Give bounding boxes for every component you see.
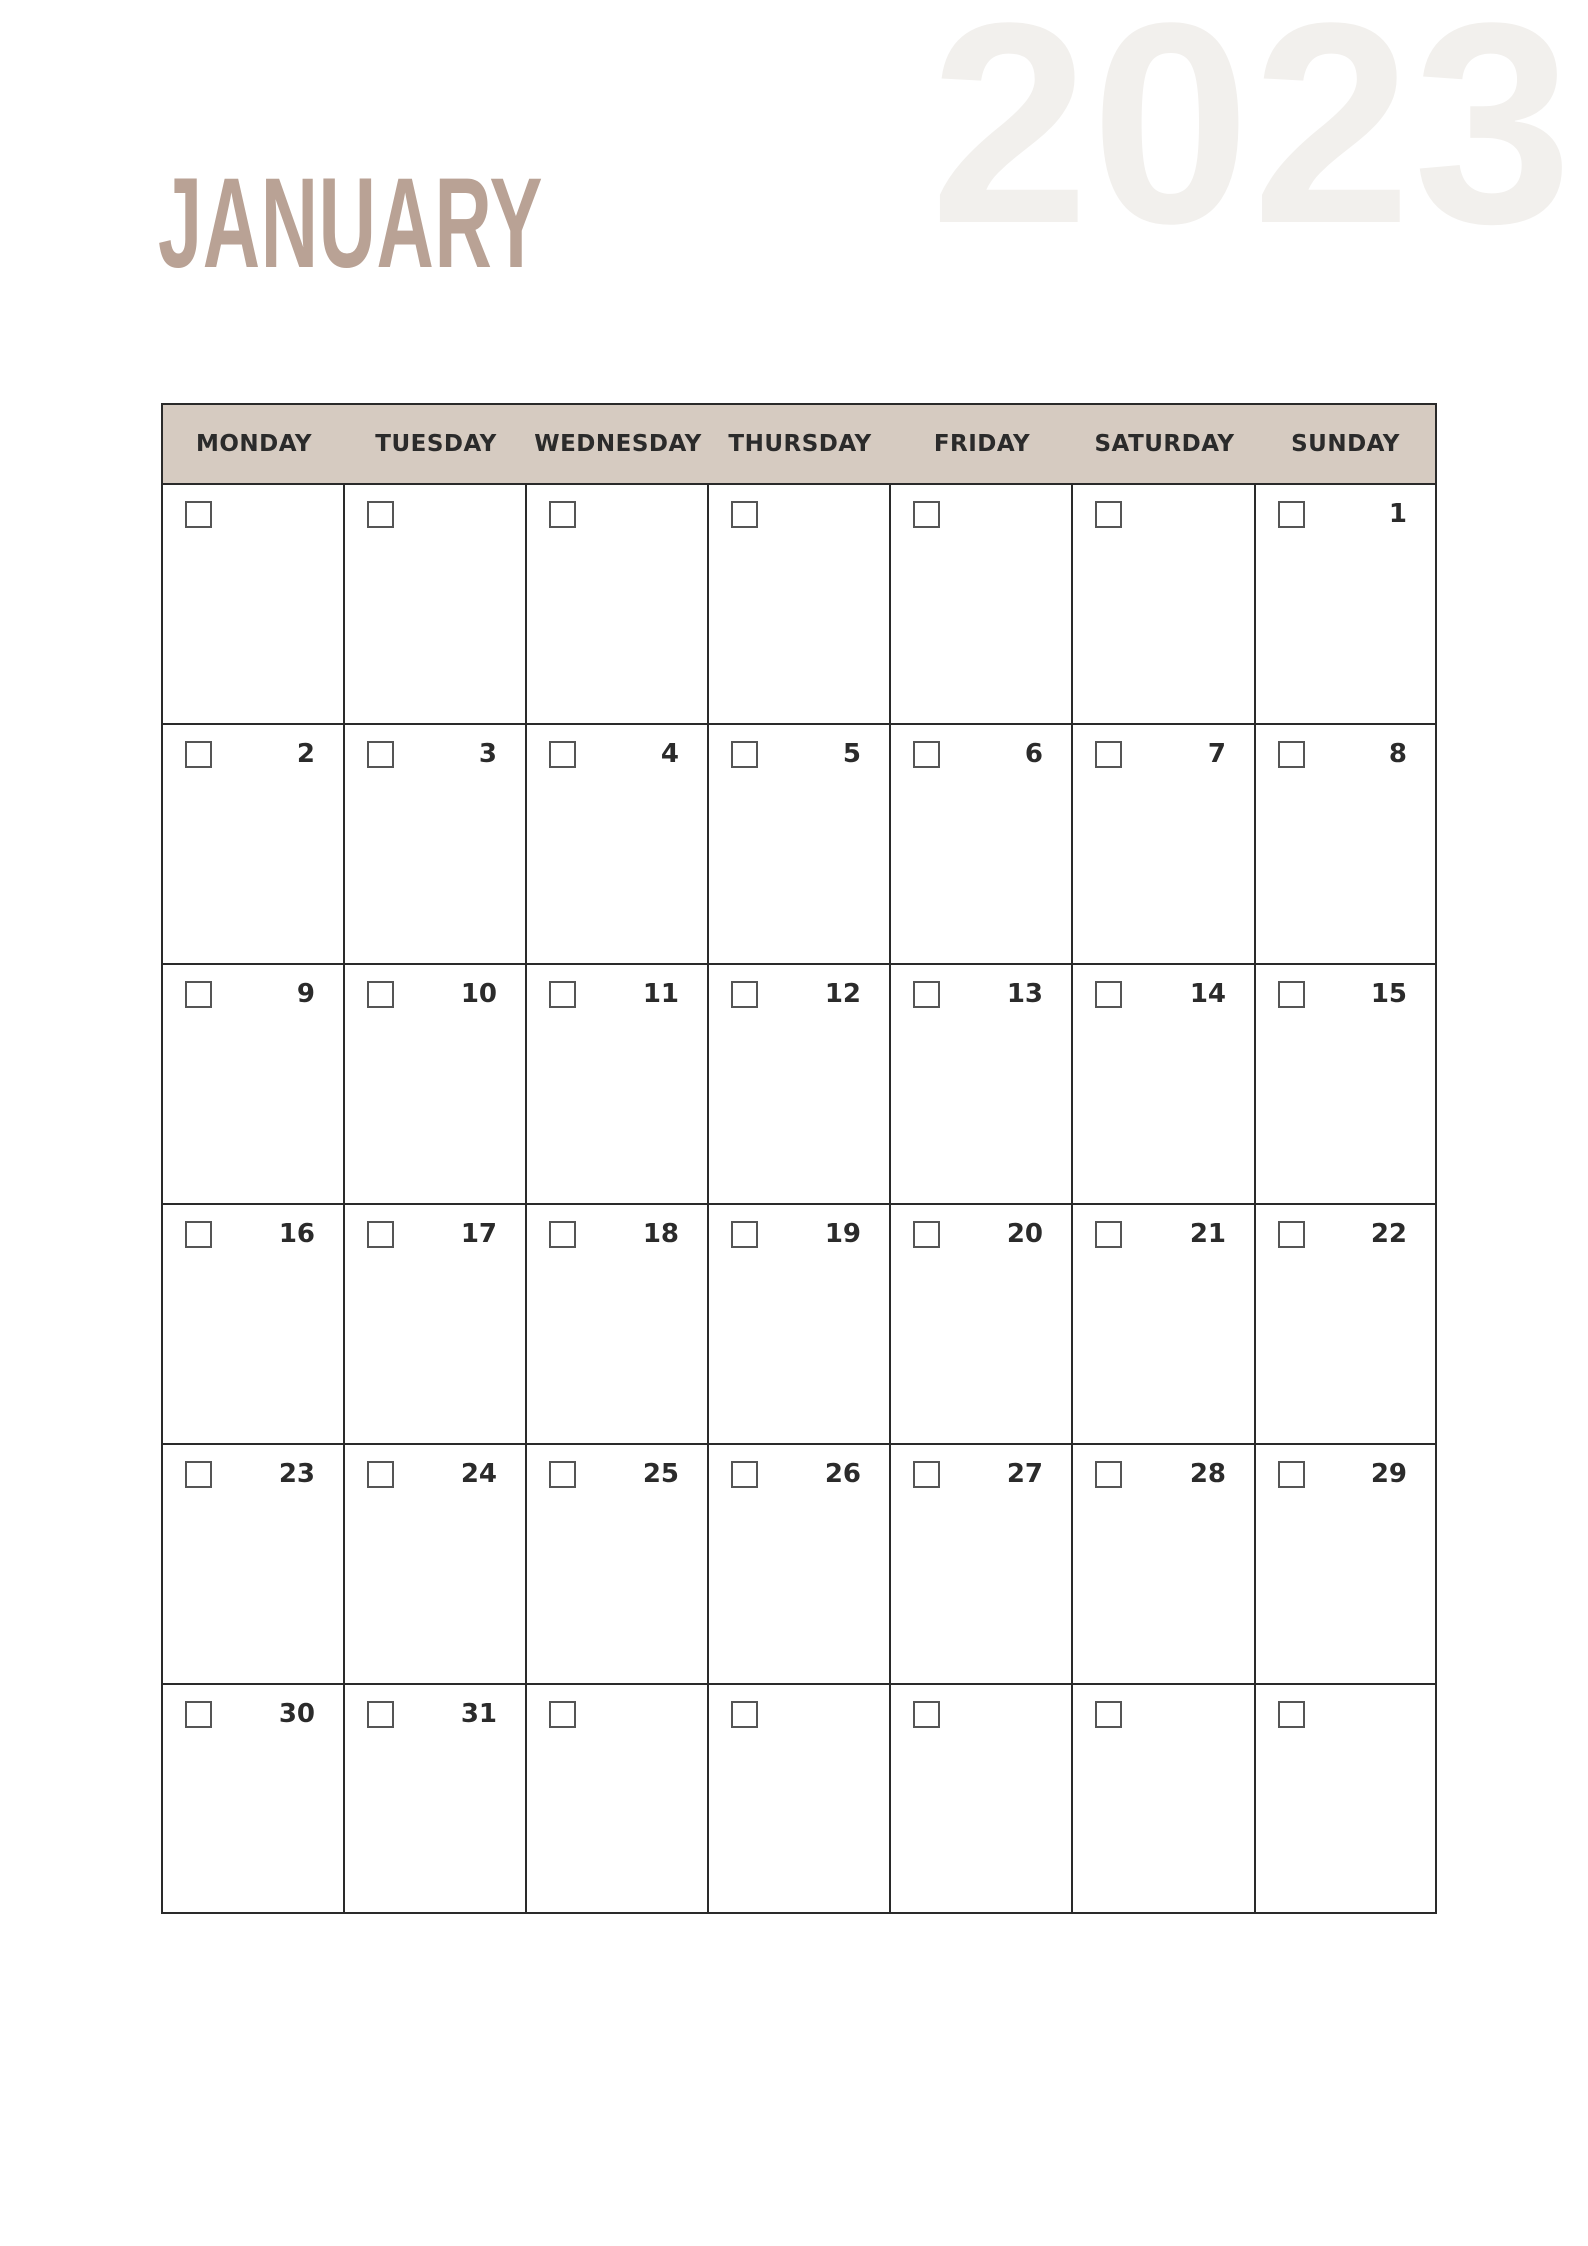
day-number: 6 — [1024, 739, 1043, 769]
day-cell — [345, 1685, 527, 1912]
day-number: 1 — [1388, 499, 1407, 529]
year-title: 2023 — [930, 0, 1575, 283]
day-cell — [527, 485, 709, 725]
day-checkbox[interactable] — [549, 501, 576, 528]
day-cell — [527, 965, 709, 1205]
day-cell — [163, 1205, 345, 1445]
weekday-header-wednesday: WEDNESDAY — [527, 405, 709, 485]
day-number: 15 — [1370, 979, 1407, 1009]
day-cell — [1073, 965, 1256, 1205]
day-cell — [527, 1205, 709, 1445]
day-number: 28 — [1189, 1459, 1226, 1489]
day-checkbox[interactable] — [913, 1461, 940, 1488]
day-cell — [891, 1685, 1073, 1912]
weekday-header-monday: MONDAY — [163, 405, 345, 485]
day-cell — [891, 725, 1073, 965]
day-cell — [1073, 1445, 1256, 1685]
day-checkbox[interactable] — [1095, 981, 1122, 1008]
day-cell — [1256, 1205, 1435, 1445]
day-cell — [345, 965, 527, 1205]
day-cell — [527, 1685, 709, 1912]
day-cell — [709, 485, 891, 725]
day-number: 8 — [1388, 739, 1407, 769]
day-checkbox[interactable] — [549, 1221, 576, 1248]
day-cell — [709, 965, 891, 1205]
day-cell — [1073, 485, 1256, 725]
day-checkbox[interactable] — [731, 741, 758, 768]
day-number: 5 — [842, 739, 861, 769]
weekday-header-sunday: SUNDAY — [1256, 405, 1435, 485]
day-checkbox[interactable] — [549, 1701, 576, 1728]
day-cell — [163, 725, 345, 965]
day-cell — [345, 1445, 527, 1685]
day-checkbox[interactable] — [185, 1701, 212, 1728]
day-cell — [709, 1205, 891, 1445]
day-checkbox[interactable] — [731, 1701, 758, 1728]
day-cell — [1256, 965, 1435, 1205]
day-number: 7 — [1207, 739, 1226, 769]
day-cell — [709, 1685, 891, 1912]
day-number: 21 — [1189, 1219, 1226, 1249]
day-checkbox[interactable] — [1095, 1701, 1122, 1728]
day-cell — [1073, 725, 1256, 965]
day-cell — [163, 485, 345, 725]
day-checkbox[interactable] — [913, 981, 940, 1008]
day-checkbox[interactable] — [1095, 1221, 1122, 1248]
day-number: 12 — [824, 979, 861, 1009]
month-title: JANUARY — [158, 152, 544, 295]
day-number: 20 — [1006, 1219, 1043, 1249]
day-checkbox[interactable] — [185, 741, 212, 768]
day-number: 19 — [824, 1219, 861, 1249]
day-number: 10 — [460, 979, 497, 1009]
day-number: 27 — [1006, 1459, 1043, 1489]
day-checkbox[interactable] — [913, 501, 940, 528]
day-checkbox[interactable] — [731, 1221, 758, 1248]
day-cell — [1073, 1685, 1256, 1912]
day-cell — [891, 965, 1073, 1205]
day-checkbox[interactable] — [367, 741, 394, 768]
day-cell — [527, 1445, 709, 1685]
day-checkbox[interactable] — [913, 1701, 940, 1728]
day-cell — [345, 1205, 527, 1445]
day-number: 17 — [460, 1219, 497, 1249]
day-number: 2 — [296, 739, 315, 769]
day-number: 16 — [278, 1219, 315, 1249]
day-checkbox[interactable] — [185, 501, 212, 528]
day-checkbox[interactable] — [1095, 1461, 1122, 1488]
day-number: 9 — [296, 979, 315, 1009]
day-cell — [1256, 725, 1435, 965]
day-checkbox[interactable] — [367, 501, 394, 528]
day-checkbox[interactable] — [367, 1221, 394, 1248]
day-checkbox[interactable] — [913, 741, 940, 768]
day-cell — [1256, 1445, 1435, 1685]
day-number: 4 — [660, 739, 679, 769]
day-number: 18 — [642, 1219, 679, 1249]
day-number: 30 — [278, 1699, 315, 1729]
day-cell — [345, 485, 527, 725]
day-checkbox[interactable] — [549, 741, 576, 768]
weekday-header-tuesday: TUESDAY — [345, 405, 527, 485]
day-cell — [1256, 1685, 1435, 1912]
day-checkbox[interactable] — [367, 981, 394, 1008]
day-checkbox[interactable] — [1278, 501, 1305, 528]
day-cell — [345, 725, 527, 965]
day-number: 24 — [460, 1459, 497, 1489]
day-number: 31 — [460, 1699, 497, 1729]
day-cell — [709, 725, 891, 965]
day-checkbox[interactable] — [1278, 1461, 1305, 1488]
day-checkbox[interactable] — [367, 1461, 394, 1488]
day-number: 3 — [478, 739, 497, 769]
day-checkbox[interactable] — [185, 1461, 212, 1488]
day-cell — [163, 1685, 345, 1912]
day-checkbox[interactable] — [1278, 1701, 1305, 1728]
day-number: 11 — [642, 979, 679, 1009]
day-checkbox[interactable] — [185, 981, 212, 1008]
day-cell — [891, 1205, 1073, 1445]
day-checkbox[interactable] — [549, 981, 576, 1008]
day-checkbox[interactable] — [731, 981, 758, 1008]
day-checkbox[interactable] — [731, 501, 758, 528]
day-cell — [891, 485, 1073, 725]
day-checkbox[interactable] — [1278, 981, 1305, 1008]
day-cell — [163, 965, 345, 1205]
day-cell — [709, 1445, 891, 1685]
day-checkbox[interactable] — [1095, 741, 1122, 768]
day-checkbox[interactable] — [1095, 501, 1122, 528]
day-number: 26 — [824, 1459, 861, 1489]
day-number: 13 — [1006, 979, 1043, 1009]
day-checkbox[interactable] — [1278, 741, 1305, 768]
day-cell — [1256, 485, 1435, 725]
weekday-header-saturday: SATURDAY — [1073, 405, 1256, 485]
day-number: 23 — [278, 1459, 315, 1489]
day-number: 29 — [1370, 1459, 1407, 1489]
day-cell — [163, 1445, 345, 1685]
weekday-header-thursday: THURSDAY — [709, 405, 891, 485]
day-number: 14 — [1189, 979, 1226, 1009]
day-cell — [527, 725, 709, 965]
day-cell — [891, 1445, 1073, 1685]
day-checkbox[interactable] — [367, 1701, 394, 1728]
day-cell — [1073, 1205, 1256, 1445]
day-number: 22 — [1370, 1219, 1407, 1249]
calendar-grid — [161, 403, 1437, 1914]
day-checkbox[interactable] — [1278, 1221, 1305, 1248]
day-checkbox[interactable] — [731, 1461, 758, 1488]
weekday-header-friday: FRIDAY — [891, 405, 1073, 485]
day-checkbox[interactable] — [913, 1221, 940, 1248]
day-number: 25 — [642, 1459, 679, 1489]
day-checkbox[interactable] — [549, 1461, 576, 1488]
day-checkbox[interactable] — [185, 1221, 212, 1248]
